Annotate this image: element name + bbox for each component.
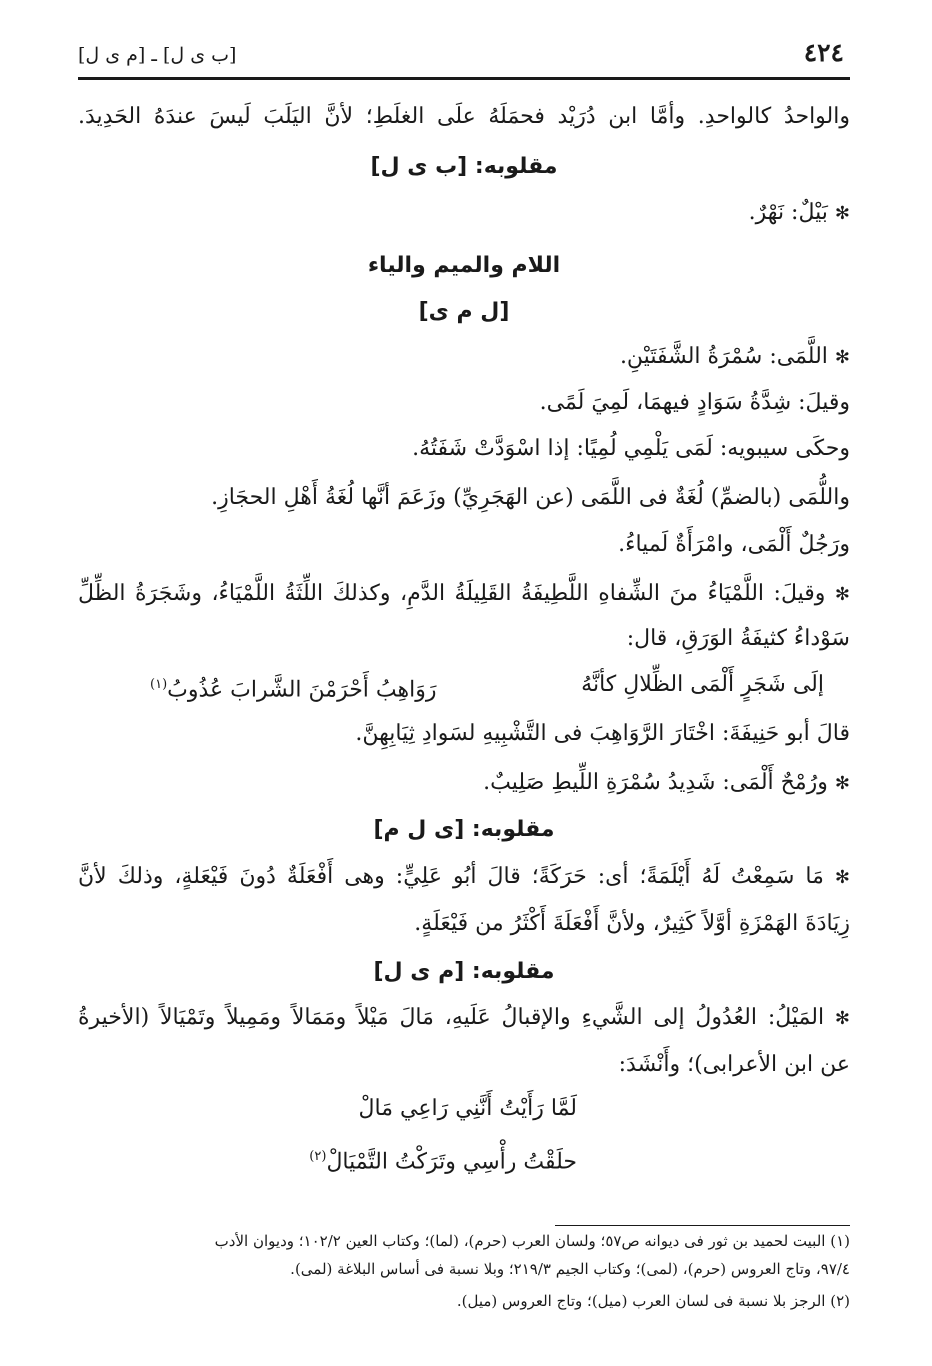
text-line: ورَجُلٌ أَلْمَى، وامْرَأَةٌ لَمياءُ.: [618, 532, 850, 557]
section-heading: مقلوبه: [ب ى ل]: [370, 154, 558, 179]
entry-text: مَا سَمِعْتُ لَهُ أَيْلَمَةً؛ أى: حَرَكَةً؛ قالَ أبُو عَلِيٍّ: وهى أَفْعَلَةٌ دُونَ فَيْعَلةٍ، وذلكَ لأنَّ: [78, 864, 824, 889]
entry-line: [78, 579, 850, 610]
asterisk-icon: ✻: [834, 867, 850, 888]
entry-text: المَيْلُ: العُدُولُ إلى الشَّيءِ والإقبالُ عَلَيهِ، مَالَ مَيْلاً ومَمَالاً ومَمِيلاً وتَمْيَالاً (الأخيرةُ: [78, 1005, 825, 1030]
asterisk-icon: ✻: [834, 203, 850, 224]
text-line: عن ابن الأعرابى)؛ وأَنْشَدَ:: [618, 1052, 850, 1077]
entry-line: [78, 1003, 850, 1034]
entry-line: [78, 198, 850, 229]
entry-text: ورُمْحٌ أَلْمَى: شَدِيدُ سُمْرَةِ اللِّيطِ صَلِيبٌ.: [483, 770, 828, 795]
text-line: زِيَادَةَ الهَمْزَةِ أوَّلاً كَثِيرٌ، ولأنَّ أَفْعَلَةَ أَكْثَرُ من فَيْعَلَةٍ.: [414, 911, 850, 936]
running-title: [ب ى ل] ـ [م ى ل]: [78, 44, 237, 66]
text-line: سَوْداءُ كثيفَةُ الوَرَقِ، قال:: [626, 626, 850, 651]
text-line: وحكَى سيبويه: لَمَى يَلْمِي لُمِيًا: إذا اسْوَدَّتْ شَفَتُهُ.: [412, 436, 850, 461]
section-heading: مقلوبه: [ى ل م]: [373, 817, 555, 842]
verse-text: رَوَاهِبُ أَحْرَمْنَ الشَّرابَ عُذُوبُ: [167, 677, 437, 703]
text-line: قالَ أبو حَنِيفَةَ: اخْتَارَ الرَّوَاهِبَ فى التَّشْبِيهِ لسَوادِ ثِيَابِهِنَّ.: [355, 721, 850, 746]
section-heading: مقلوبه: [م ى ل]: [373, 959, 555, 984]
entry-line: [78, 862, 850, 893]
page-number: ٤٢٤: [803, 38, 844, 67]
entry-text: بَيْلٌ: نَهْرٌ.: [748, 200, 828, 225]
footnote-rule: [555, 1225, 850, 1226]
footnote: ٩٧/٤، وتاج العروس (حرم)، (لمى)؛ وكتاب الجيم ٢١٩/٣؛ وبلا نسبة فى أساس البلاغة (لمى).: [290, 1260, 850, 1278]
chapter-heading: اللام والميم والياء: [367, 253, 561, 278]
entry-text: اللَّمَى: سُمْرَةُ الشَّفَتَيْنِ.: [619, 344, 828, 369]
verse-line: [309, 1142, 577, 1177]
asterisk-icon: ✻: [834, 347, 850, 368]
footnote: (٢) الرجز بلا نسبة فى لسان العرب (ميل)؛ وتاج العروس (ميل).: [456, 1292, 850, 1310]
footnote-ref: (٢): [309, 1149, 327, 1164]
verse-hemistich-second: [150, 670, 436, 705]
entry-line: [78, 342, 850, 373]
footnote: (١) البيت لحميد بن ثور فى ديوانه ص٥٧؛ ولسان العرب (حرم)، (لما)؛ وكتاب العين ١٠٢/٢؛ وديوان الأدب: [214, 1232, 850, 1250]
entry-line: [78, 768, 850, 799]
asterisk-icon: ✻: [834, 773, 850, 794]
text-line: واللُّمَى (بالضمِّ) لُغَةٌ فى اللَّمَى (عن الهَجَرِيِّ) وزَعَمَ أنَّها لُغَةُ أَهْلِ الحجَازِ.: [211, 485, 850, 510]
asterisk-icon: ✻: [834, 584, 850, 605]
entry-text: وقيلَ: اللَّمْيَاءُ منَ الشِّفاهِ اللَّطِيفَةُ القَلِيلَةُ الدَّمِ، وكذلكَ اللِّثَةُ اللَّمْيَاءُ، وشَجَرَةُ الظِّلِّ: [78, 581, 826, 606]
verse-text: حلَقْتُ رأْسِي وتَرَكْتُ التَّمْيَالْ: [326, 1149, 577, 1175]
root-heading: [ل م ى]: [418, 299, 510, 324]
verse-line: لَمَّا رَأَيْتُ أَنَّنِي رَاعِي مَالْ: [358, 1096, 577, 1121]
header-rule: [78, 77, 850, 80]
text-line: والواحدُ كالواحدِ. وأمَّا ابن دُرَيْد فحمَلَهُ علَى الغلَطِ؛ لأنَّ اليَلَبَ لَيسَ عندَهُ الحَدِيدَ.: [78, 104, 850, 129]
verse-hemistich-first: إلَى شَجَرٍ أَلْمَى الظِّلالِ كأنَّهُ: [581, 672, 824, 697]
asterisk-icon: ✻: [834, 1008, 850, 1029]
footnote-ref: (١): [150, 677, 168, 692]
text-line: وقيلَ: شِدَّةُ سَوَادٍ فيهمَا، لَمِيَ لَمًى.: [539, 390, 850, 415]
